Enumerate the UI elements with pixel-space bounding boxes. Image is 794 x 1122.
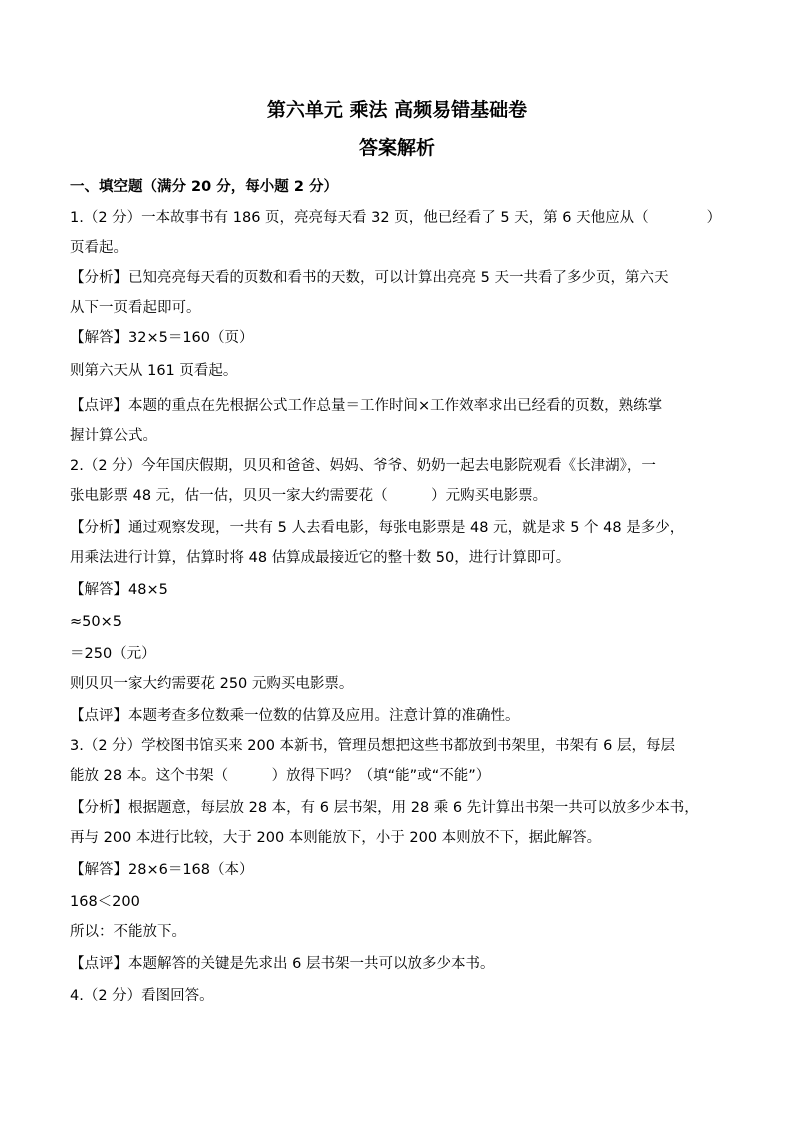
q3-comment: 【点评】本题解答的关键是先求出 6 层书架一共可以放多少本书。 xyxy=(70,956,495,972)
page-title: 第六单元 乘法 高频易错基础卷 xyxy=(266,99,528,121)
question-1-text-cont: 页看起。 xyxy=(70,240,128,256)
q1-analysis: 【分析】已知亮亮每天看的页数和看书的天数，可以计算出亮亮 5 天一共看了多少页，第六天 xyxy=(70,270,669,286)
q3-analysis-cont: 再与 200 本进行比较，大于 200 本则能放下，小于 200 本则放不下，据此解答。 xyxy=(70,830,602,846)
question-4-text: 4.（2 分）看图回答。 xyxy=(70,988,214,1004)
section-heading: 一、填空题（满分 20 分，每小题 2 分） xyxy=(70,179,338,195)
q2-analysis-cont: 用乘法进行计算，估算时将 48 估算成最接近它的整十数 50，进行计算即可。 xyxy=(70,550,571,566)
q2-answer: 【解答】48×5 xyxy=(70,582,168,598)
q1-answer-result: 则第六天从 161 页看起。 xyxy=(70,363,238,379)
question-3-text-cont: 能放 28 本。这个书架（ ）放得下吗？（填“能”或“不能”） xyxy=(70,768,491,784)
q2-analysis: 【分析】通过观察发现，一共有 5 人去看电影，每张电影票是 48 元，就是求 5 个 48 是多少， xyxy=(70,520,685,536)
q3-answer-step: 168＜200 xyxy=(70,894,140,910)
q2-answer-step: ＝250（元） xyxy=(70,646,156,662)
question-2-text-cont: 张电影票 48 元，估一估，贝贝一家大约需要花（ ）元购买电影票。 xyxy=(70,488,548,504)
q2-answer-step: ≈50×5 xyxy=(70,614,122,630)
q1-comment: 【点评】本题的重点在先根据公式工作总量＝工作时间×工作效率求出已经看的页数，熟练掌 xyxy=(70,398,663,414)
q3-analysis: 【分析】根据题意，每层放 28 本，有 6 层书架，用 28 乘 6 先计算出书架一共可以放多少本书， xyxy=(70,800,699,816)
q1-analysis-cont: 从下一页看起即可。 xyxy=(70,300,201,316)
q2-answer-result: 则贝贝一家大约需要花 250 元购买电影票。 xyxy=(70,676,354,692)
q3-answer-result: 所以：不能放下。 xyxy=(70,924,186,940)
page-subtitle: 答案解析 xyxy=(358,137,435,159)
question-3-text: 3.（2 分）学校图书馆买来 200 本新书，管理员想把这些书都放到书架里，书架有 6 层，每层 xyxy=(70,738,676,754)
q1-comment-cont: 握计算公式。 xyxy=(70,428,157,444)
q2-comment: 【点评】本题考查多位数乘一位数的估算及应用。注意计算的准确性。 xyxy=(70,708,520,724)
question-2-text: 2.（2 分）今年国庆假期，贝贝和爸爸、妈妈、爷爷、奶奶一起去电影院观看《长津湖》，一 xyxy=(70,458,656,474)
q3-answer: 【解答】28×6＝168（本） xyxy=(70,862,254,878)
question-1-text: 1.（2 分）一本故事书有 186 页，亮亮每天看 32 页，他已经看了 5 天，第 6 天他应从（ ） xyxy=(70,210,722,226)
q1-answer: 【解答】32×5＝160（页） xyxy=(70,330,254,346)
